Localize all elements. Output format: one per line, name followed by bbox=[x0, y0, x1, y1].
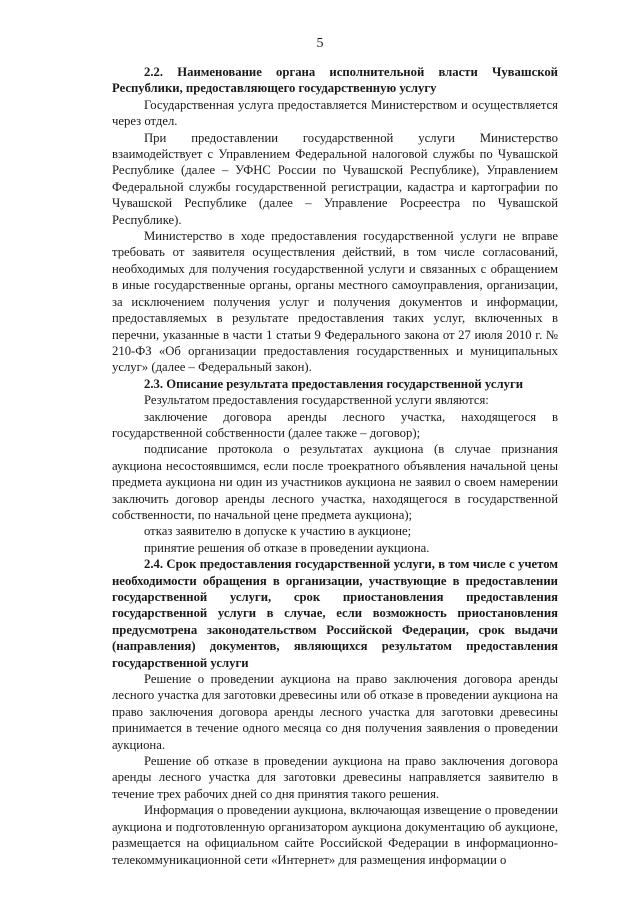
body-paragraph: Информация о проведении аукциона, включающая извещение о проведении аукциона и подготовленную организатором аукциона документацию об аукционе, размещается на официальном сайте Российской Федерации в информационно-телекоммуникационной сети «Интернет» для размещения информации о bbox=[112, 803, 558, 867]
body-paragraph: Решение об отказе в проведении аукциона на право заключения договора аренды лесного участка для заготовки древесины направляется заявителю в течение трех рабочих дней со дня принятия такого решения. bbox=[112, 754, 558, 801]
body-paragraph: принятие решения об отказе в проведении аукциона. bbox=[144, 540, 430, 555]
body-paragraph: Результатом предоставления государственной услуги являются: bbox=[144, 393, 489, 408]
body-paragraph: отказ заявителю в допуске к участию в аукционе; bbox=[144, 524, 412, 539]
body-paragraph: заключение договора аренды лесного участка, находящегося в государственной собственности (далее также – договор); bbox=[112, 409, 558, 440]
body-paragraph: Решение о проведении аукциона на право заключения договора аренды лесного участка для заготовки древесины или об отказе в проведении аукциона на право заключения договора аренды лесного участка для заготовки древесины принимается в течение одного месяца со дня получения заявления о проведении аукциона. bbox=[112, 672, 558, 752]
body-paragraph: Государственная услуга предоставляется Министерством и осуществляется через отдел. bbox=[112, 97, 558, 129]
body-paragraph: Министерство в ходе предоставления государственной услуги не вправе требовать от заявителя осуществления действий, в том числе согласований, необходимых для получения государственной услуги и связанных с обращением в иные государственные органы, органы местного самоуправления, организации, за исключением получения услуг и получения документов и информации, предоставляемых в результате предоставления таких услуг, включенных в перечни, указанные в части 1 статьи 9 Федерального закона от 27 июля 2010 г. № 210-ФЗ «Об организации предоставления государственных и муниципальных услуг» (далее – Федеральный закон). bbox=[112, 229, 558, 375]
body-paragraph: При предоставлении государственной услуги Министерство взаимодействует с Управлением Федеральной налоговой службы по Чувашской Республике (далее – УФНС России по Чувашской Республике), Управлением Федеральной службы государственной регистрации, кадастра и картографии по Чувашской Республике (далее – Управление Росреестра по Чувашской Республике). bbox=[112, 130, 558, 227]
page-number: 5 bbox=[316, 36, 324, 51]
section-heading: 2.4. Срок предоставления государственной услуги, в том числе с учетом необходимости обращения в организации, участвующие в предоставлении государственной услуги, срок приостановления предоставления государственной услуги в случае, если возможность приостановления предусмотрена законодательством Российской Федерации, срок выдачи (направления) документов, являющихся результатом предоставления государственной услуги bbox=[112, 557, 558, 670]
section-heading: 2.2. Наименование органа исполнительной власти Чувашской Республики, предоставляющего государственную услугу bbox=[112, 65, 558, 96]
section-heading: 2.3. Описание результата предоставления государственной услуги bbox=[144, 376, 524, 391]
document-body bbox=[112, 64, 558, 868]
body-paragraph: подписание протокола о результатах аукциона (в случае признания аукциона несостоявшимся, если после троекратного объявления начальной цены предмета аукциона ни один из участников аукциона не заявил о своем намерении заключить договор аренды лесного участка, находящегося в государственной собственности, по начальной цене предмета аукциона); bbox=[112, 442, 558, 522]
